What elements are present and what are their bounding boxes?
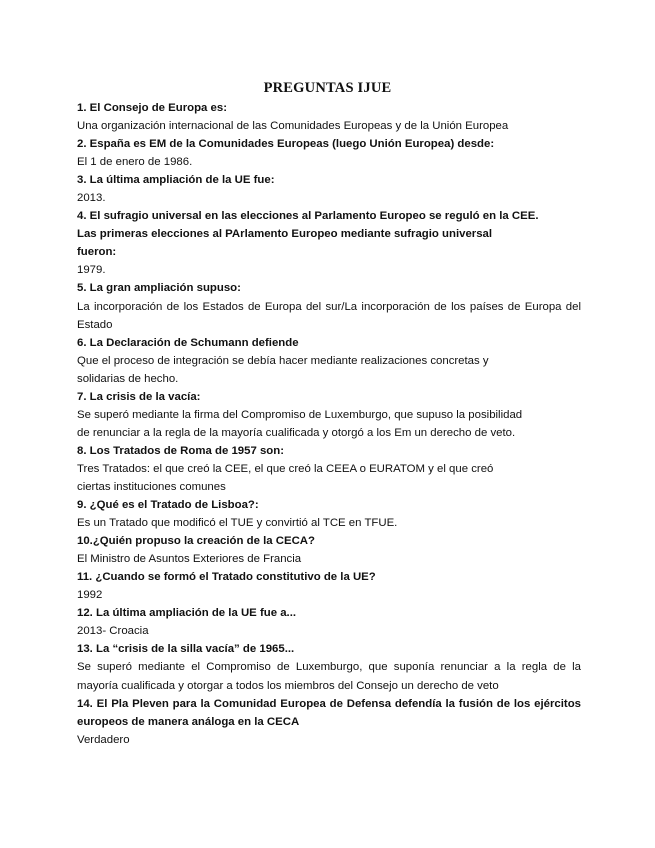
- question-line: 6. La Declaración de Schumann defiende: [77, 336, 299, 349]
- answer-line: Es un Tratado que modificó el TUE y convirtió al TCE en TFUE.: [77, 517, 398, 530]
- question-line: 3. La última ampliación de la UE fue:: [77, 174, 275, 187]
- question-line: 11. ¿Cuando se formó el Tratado constitutivo de la UE?: [77, 571, 376, 584]
- question-line: 2. España es EM de la Comunidades Europeas (luego Unión Europea) desde:: [77, 138, 495, 151]
- question-line: 10.¿Quién propuso la creación de la CECA?: [77, 535, 315, 548]
- answer-line: 1979.: [77, 264, 106, 277]
- question-line: fueron:: [77, 246, 117, 259]
- answer-line: de renunciar a la regla de la mayoría cualificada y otorgó a los Em un derecho de veto.: [77, 426, 516, 439]
- question-line: europeos de manera análoga en la CECA: [77, 715, 300, 728]
- answer-line: ciertas instituciones comunes: [77, 480, 226, 493]
- answer-line: mayoría cualificada y otorgar a todos los miembros del Consejo un derecho de veto: [77, 679, 499, 692]
- answer-line: 1992: [77, 589, 103, 602]
- page-title: PREGUNTAS IJUE: [263, 80, 392, 96]
- answer-line: Verdadero: [77, 733, 130, 746]
- answer-line: La incorporación de los Estados de Europa del sur/La incorporación de los países de Europa del: [77, 300, 581, 313]
- question-line: 12. La última ampliación de la UE fue a...: [77, 607, 297, 620]
- answer-line: Una organización internacional de las Comunidades Europeas y de la Unión Europea: [77, 120, 509, 133]
- question-line: 14. El Pla Pleven para la Comunidad Europea de Defensa defendía la fusión de los ejércitos: [77, 697, 581, 710]
- answer-line: Se superó mediante la firma del Compromiso de Luxemburgo, que supuso la posibilidad: [77, 408, 523, 421]
- question-line: Las primeras elecciones al PArlamento Europeo mediante sufragio universal: [77, 228, 493, 241]
- question-line: 1. El Consejo de Europa es:: [77, 102, 228, 114]
- question-list: [77, 99, 581, 749]
- answer-line: Se superó mediante el Compromiso de Luxemburgo, que suponía renunciar a la regla de la: [77, 661, 581, 674]
- question-line: 9. ¿Qué es el Tratado de Lisboa?:: [77, 499, 259, 512]
- answer-line: solidarias de hecho.: [77, 372, 179, 385]
- answer-line: Estado: [77, 318, 113, 331]
- question-line: 8. Los Tratados de Roma de 1957 son:: [77, 444, 284, 457]
- answer-line: Que el proceso de integración se debía hacer mediante realizaciones concretas y: [77, 354, 489, 367]
- answer-line: El Ministro de Asuntos Exteriores de Francia: [77, 553, 302, 566]
- answer-line: 2013- Croacia: [77, 625, 149, 638]
- question-line: 13. La “crisis de la silla vacía” de 1965...: [77, 643, 295, 656]
- question-line: 7. La crisis de la vacía:: [77, 390, 201, 403]
- question-line: 5. La gran ampliación supuso:: [77, 282, 241, 295]
- question-line: 4. El sufragio universal en las elecciones al Parlamento Europeo se reguló en la CEE.: [77, 210, 539, 223]
- answer-line: 2013.: [77, 192, 106, 205]
- answer-line: Tres Tratados: el que creó la CEE, el que creó la CEEA o EURATOM y el que creó: [77, 462, 494, 475]
- answer-line: El 1 de enero de 1986.: [77, 156, 193, 169]
